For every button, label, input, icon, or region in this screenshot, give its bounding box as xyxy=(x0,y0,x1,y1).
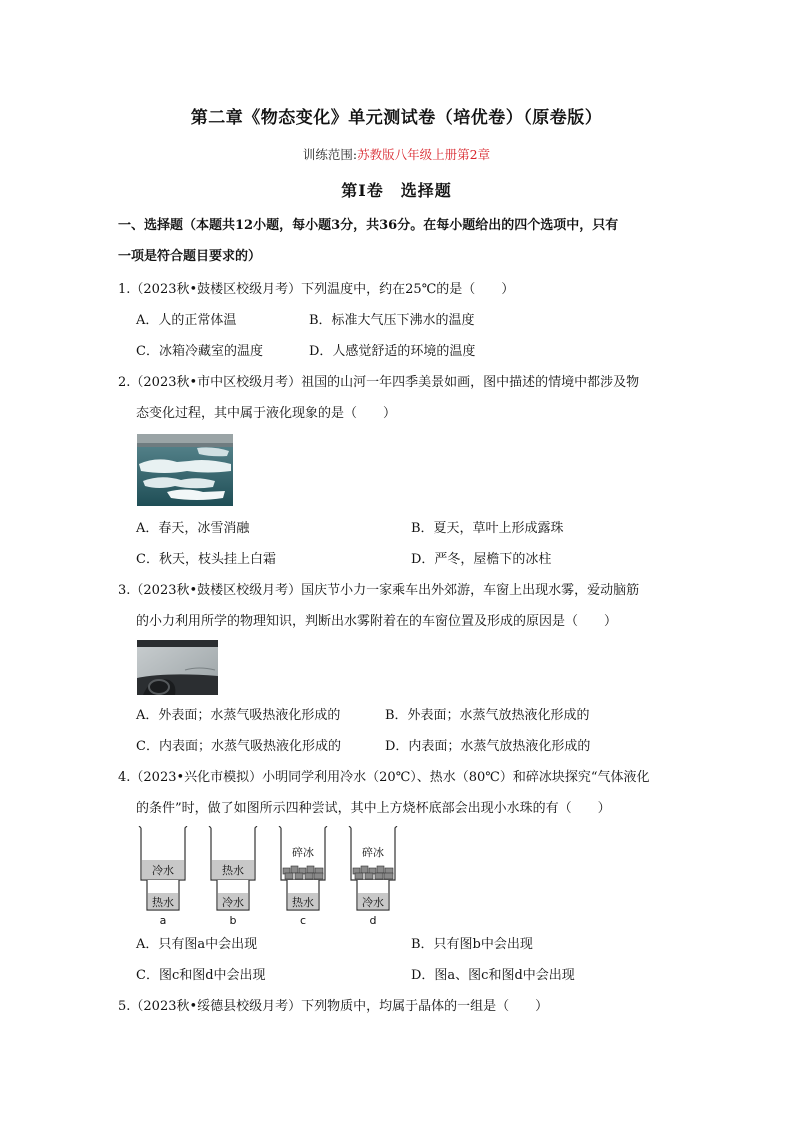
q1-stem: 1.（2023秋•鼓楼区校级月考）下列温度中，约在25℃的是（ ） xyxy=(118,282,515,297)
beaker-b-caption: b xyxy=(229,914,237,927)
beaker-c-caption: c xyxy=(299,914,307,927)
range-label: 训练范围: xyxy=(302,147,358,162)
beaker-figure xyxy=(135,826,415,930)
q3-option-c: C．内表面；水蒸气吸热液化形成的 xyxy=(136,739,341,754)
q2-option-a: A．春天，冰雪消融 xyxy=(136,521,250,536)
q4-option-c: C．图c和图d中会出现 xyxy=(136,968,266,983)
beaker-a xyxy=(139,826,187,927)
q3-option-d: D．内表面；水蒸气放热液化形成的 xyxy=(385,739,591,754)
q2-option-d: D．严冬，屋檐下的冰柱 xyxy=(411,552,552,567)
q1-option-a: A．人的正常体温 xyxy=(136,313,237,328)
q4-option-b: B．只有图b中会出现 xyxy=(411,937,533,952)
q4-option-d: D．图a、图c和图d中会出现 xyxy=(411,968,575,983)
beaker-d xyxy=(349,826,397,927)
beaker-b-bottom-label: 冷水 xyxy=(222,896,244,909)
q2-stem-line-2: 态变化过程，其中属于液化现象的是（ ） xyxy=(136,406,397,421)
beaker-d-caption: d xyxy=(369,914,377,927)
beaker-b xyxy=(209,826,257,927)
q3-stem-line-1: 3.（2023秋•鼓楼区校级月考）国庆节小力一家乘车出外郊游，车窗上出现水雾，爱动脑筋 xyxy=(118,583,640,598)
q1-option-b: B．标准大气压下沸水的温度 xyxy=(309,313,475,328)
beaker-d-bottom-label: 冷水 xyxy=(362,896,384,909)
q3-stem-line-2: 的小力利用所学的物理知识，判断出水雾附着在的车窗位置及形成的原因是（ ） xyxy=(136,614,618,629)
training-range xyxy=(0,145,793,163)
page-title: 第二章《物态变化》单元测试卷（培优卷）（原卷版） xyxy=(190,108,603,128)
q3-option-b: B．外表面；水蒸气放热液化形成的 xyxy=(385,708,590,723)
instruction-line-1: 一、选择题（本题共12小题，每小题3分，共36分。在每小题给出的四个选项中，只有 xyxy=(118,218,619,233)
range-value: 苏教版八年级上册第2章 xyxy=(357,147,491,162)
beaker-a-caption: a xyxy=(159,914,167,927)
beaker-a-bottom-label: 热水 xyxy=(152,896,174,909)
q4-stem-line-1: 4.（2023•兴化市模拟）小明同学利用冷水（20℃）、热水（80℃）和碎冰块探究“气体液化 xyxy=(118,770,650,785)
q2-option-b: B．夏天，草叶上形成露珠 xyxy=(411,521,564,536)
q4-option-a: A．只有图a中会出现 xyxy=(136,937,258,952)
instruction-line-2: 一项是符合题目要求的） xyxy=(118,249,262,264)
q4-stem-line-2: 的条件”时，做了如图所示四种尝试，其中上方烧杯底部会出现小水珠的有（ ） xyxy=(136,801,611,816)
beaker-c-top-label: 碎冰 xyxy=(292,846,314,859)
q1-option-c: C．冰箱冷藏室的温度 xyxy=(136,344,263,359)
foggy-car-window-photo xyxy=(137,640,218,695)
beaker-b-top-label: 热水 xyxy=(222,864,244,877)
q2-option-c: C．秋天，枝头挂上白霜 xyxy=(136,552,276,567)
beaker-d-top-label: 碎冰 xyxy=(362,846,384,859)
q5-stem: 5.（2023秋•绥德县校级月考）下列物质中，均属于晶体的一组是（ ） xyxy=(118,999,549,1014)
q2-stem-line-1: 2.（2023秋•市中区校级月考）祖国的山河一年四季美景如画，图中描述的情境中都涉及物 xyxy=(118,375,640,390)
q3-option-a: A．外表面；水蒸气吸热液化形成的 xyxy=(136,708,341,723)
ice-river-photo xyxy=(137,434,233,506)
q1-option-d: D．人感觉舒适的环境的温度 xyxy=(309,344,476,359)
beaker-a-top-label: 冷水 xyxy=(152,864,174,877)
beaker-c-bottom-label: 热水 xyxy=(292,896,314,909)
section-heading: 第Ⅰ卷 选择题 xyxy=(341,181,452,200)
beaker-c xyxy=(279,826,327,927)
